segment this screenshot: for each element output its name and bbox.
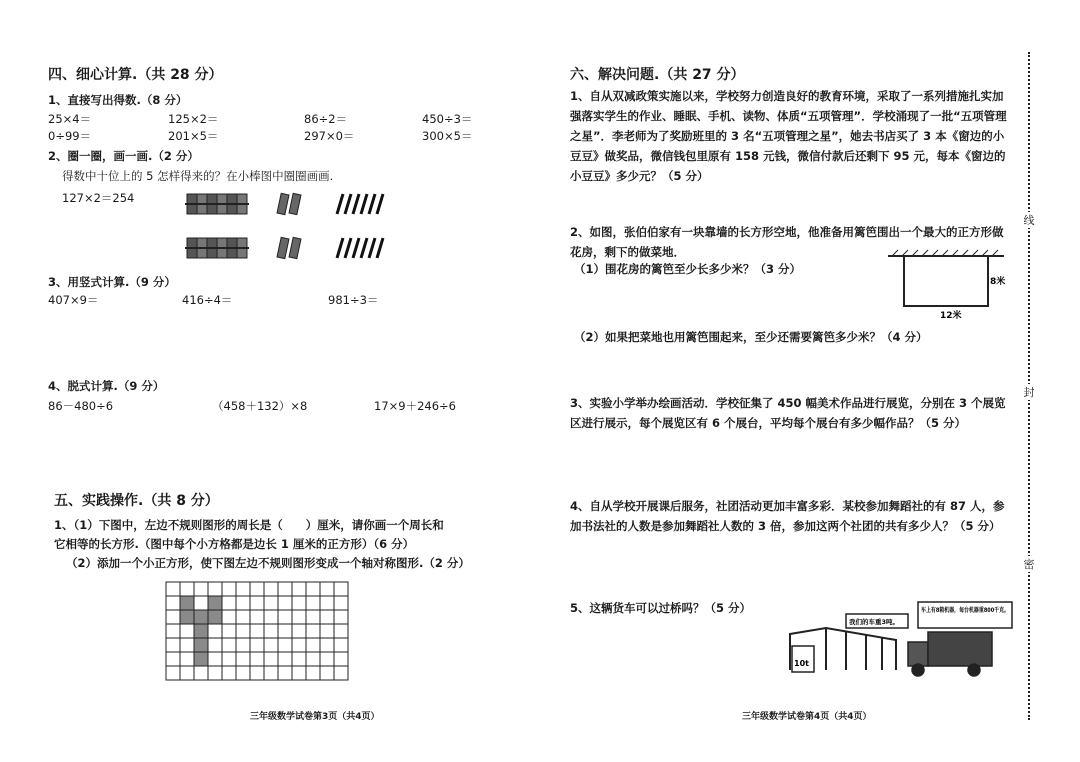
grid-cell [292,624,306,638]
calc-item: 300×5＝ [422,129,473,143]
binding-mark-secret: 密 [1023,558,1035,571]
grid-cell [166,652,180,666]
grid-cell [250,582,264,596]
s6-q3: 3、实验小学举办绘画活动．学校征集了 450 幅美术作品进行展览，分别在 3 个展览区进行展示，每个展览区有 6 个展台，平均每个展台有多少幅作品？（5 分） [570,396,1006,430]
truck [908,632,992,676]
s5-q1-line1: 1、（1）下图中，左边不规则图形的周长是（ ）厘米，请你画一个周长和 [54,518,444,532]
grid-cell [236,624,250,638]
grid-cell [292,610,306,624]
right-page [530,0,1030,762]
grid-cell [306,610,320,624]
left-page [0,0,530,762]
s5-q1-line2: 它相等的长方形.（图中每个小方格都是边长 1 厘米的正方形）（6 分） [54,537,415,551]
calc-item: 0÷99＝ [48,129,92,143]
s6-q4: 4、自从学校开展课后服务，社团活动更加丰富多彩．某校参加舞蹈社的有 87 人，参加书法社的人数是参加舞蹈社人数的 3 倍，参加这两个社团的共有多少人？（5 分） [570,499,1005,533]
grid-cell-shaded [208,596,222,610]
calc-item: 450÷3＝ [422,112,473,126]
grid-cell [180,638,194,652]
grid-cell [250,624,264,638]
grid-cell [222,596,236,610]
grid-cell [320,596,334,610]
grid-cell [222,624,236,638]
calc-item: 86÷2＝ [304,112,348,126]
grid-cell [320,624,334,638]
s5-q1-line3: （2）添加一个小正方形，使下图左边不规则图形变成一个轴对称图形.（2 分） [66,556,470,570]
grid-cell [222,610,236,624]
grid-cell [264,582,278,596]
grid-cell [292,596,306,610]
grid-cell [320,666,334,680]
grid-cell [208,652,222,666]
grid-cell [250,666,264,680]
q2-equation: 127×2＝254 [62,191,135,205]
grid-cell [264,666,278,680]
footer-left: 三年级数学试卷第3页（共4页） [250,712,380,722]
grid-cell [264,624,278,638]
grid-cell [320,610,334,624]
calc-item: 125×2＝ [168,112,219,126]
q4-title: 4、脱式计算.（9 分） [48,379,165,393]
grid-cell [250,596,264,610]
hundred-bundle-2 [185,238,249,258]
hundred-bundle-1 [185,194,249,214]
grid-cell [166,666,180,680]
grid-cell [250,610,264,624]
grid-cell-shaded [194,652,208,666]
section5-title: 五、实践操作.（共 8 分） [54,493,219,509]
grid-cell [208,666,222,680]
ten-bundles-1 [277,193,301,214]
grid-cell [208,638,222,652]
limit-sign-text: 10t [794,659,809,668]
grid-cell [292,652,306,666]
grid-cell [166,638,180,652]
grid-cell [222,638,236,652]
grid-cell [264,638,278,652]
grid-cell [320,652,334,666]
grid-cell [180,624,194,638]
grid-cell [334,610,348,624]
grid-cell [292,638,306,652]
grid-cell [334,666,348,680]
grid-cell [334,624,348,638]
grid-cell-shaded [180,610,194,624]
grid-cell [180,582,194,596]
grid-cell [208,582,222,596]
grid-cell [166,624,180,638]
grid-cell [334,582,348,596]
grid-cell [250,652,264,666]
grid-cell [278,652,292,666]
speech-bubble-1-text: 我们的车重3吨。 [849,618,900,626]
grid-cell [278,666,292,680]
vertical-calc-item: 981÷3＝ [328,293,379,307]
stick-bundles-figure [185,188,385,268]
footer-right: 三年级数学试卷第4页（共4页） [742,712,872,722]
q3-title: 3、用竖式计算.（9 分） [48,275,176,289]
grid-cell [278,638,292,652]
ones-sticks-2 [337,238,383,258]
section4-title: 四、细心计算.（共 28 分） [48,67,223,83]
grid-cell [166,610,180,624]
grid-cell [306,624,320,638]
grid-cell-shaded [180,596,194,610]
grid-cell [278,582,292,596]
grid-cell [222,582,236,596]
grid-cell [292,666,306,680]
grid-cell [306,582,320,596]
vertical-calc-item: 416÷4＝ [182,293,233,307]
speech-bubble-2-text: 车上有8箱机器，每台机器重800千克。 [921,607,1028,614]
stepwise-calc-item: （458＋132）×8 [212,399,308,413]
grid-cell-shaded [194,610,208,624]
grid-cell [334,638,348,652]
stepwise-calc-item: 17×9＋246÷6 [374,399,456,413]
grid-cell [166,582,180,596]
grid-cell [320,638,334,652]
grid-cell [306,596,320,610]
ones-sticks-1 [337,194,383,214]
grid-cell [236,582,250,596]
height-label: 8米 [990,277,1006,287]
grid-cell [194,596,208,610]
stepwise-calc-item: 86－480÷6 [48,399,114,413]
binding-mark-seal: 封 [1023,386,1035,399]
wall-rectangle-figure [886,248,1006,320]
grid-cell [264,610,278,624]
ten-bundles-2 [277,237,301,258]
grid-cell [180,666,194,680]
grid-cell [222,666,236,680]
grid-cell [264,596,278,610]
grid-cell [306,652,320,666]
grid-cell [306,638,320,652]
grid-cell [306,666,320,680]
calc-item: 201×5＝ [168,129,219,143]
s6-q2-1: （1）围花房的篱笆至少长多少米？（3 分） [574,262,802,276]
section6-title: 六、解决问题.（共 27 分） [570,67,745,83]
grid-cell [236,666,250,680]
grid-cell [250,638,264,652]
calc-item: 297×0＝ [304,129,355,143]
grid-cell [194,582,208,596]
grid-cell-shaded [208,610,222,624]
grid-cell [292,582,306,596]
s6-q1: 1、自从双减政策实施以来，学校努力创造良好的教育环境，采取了一系列措施扎实加强落实学生的作业、睡眠、手机、读物、体质“五项管理”．学校涌现了一批“五项管理之星”．李老师为了奖励班里的 3 名“五项管理之星”，她去书店买了 3 本《窗边的小豆豆》做奖品，微信钱包里原有 158 元钱，微信付款后还剩下 95 元，每本《窗边的小豆豆》多少元？（5 分） [570,89,1007,183]
q1-title: 1、直接写出得数.（8 分） [48,93,188,107]
q2-text: 得数中十位上的 5 怎样得来的？在小棒图中圈圈画画. [62,169,334,183]
s6-q2-2: （2）如果把菜地也用篱笆围起来，至少还需要篱笆多少米？（4 分） [574,330,928,344]
grid-cell [278,596,292,610]
binding-mark-line: 线 [1023,214,1035,227]
grid-cell [236,652,250,666]
grid-cell [208,624,222,638]
grid-cell [236,610,250,624]
grid-cell-shaded [194,624,208,638]
grid-cell [236,638,250,652]
calc-item: 25×4＝ [48,112,92,126]
grid-cell [166,596,180,610]
garden-rectangle [904,256,988,306]
square-grid-figure [164,580,360,682]
grid-cell [264,652,278,666]
grid-cell [278,624,292,638]
grid-cell [236,596,250,610]
s6-q5: 5、这辆货车可以过桥吗？（5 分） [570,601,752,615]
grid-cell [278,610,292,624]
grid-cell [222,652,236,666]
grid-cell [194,666,208,680]
width-label: 12米 [940,311,962,321]
grid-cell-shaded [194,638,208,652]
grid-cell [180,652,194,666]
speech-bubble-2 [918,602,1028,628]
q2-title: 2、圈一圈，画一画.（2 分） [48,149,199,163]
s6-q2: 2、如图，张伯伯家有一块靠墙的长方形空地，他准备用篱笆围出一个最大的正方形做花房，剩下的做菜地． [570,225,1004,259]
grid-cell [334,652,348,666]
truck-bridge-figure [786,600,1028,680]
grid-cell [334,596,348,610]
vertical-calc-item: 407×9＝ [48,293,99,307]
grid-cell [320,582,334,596]
